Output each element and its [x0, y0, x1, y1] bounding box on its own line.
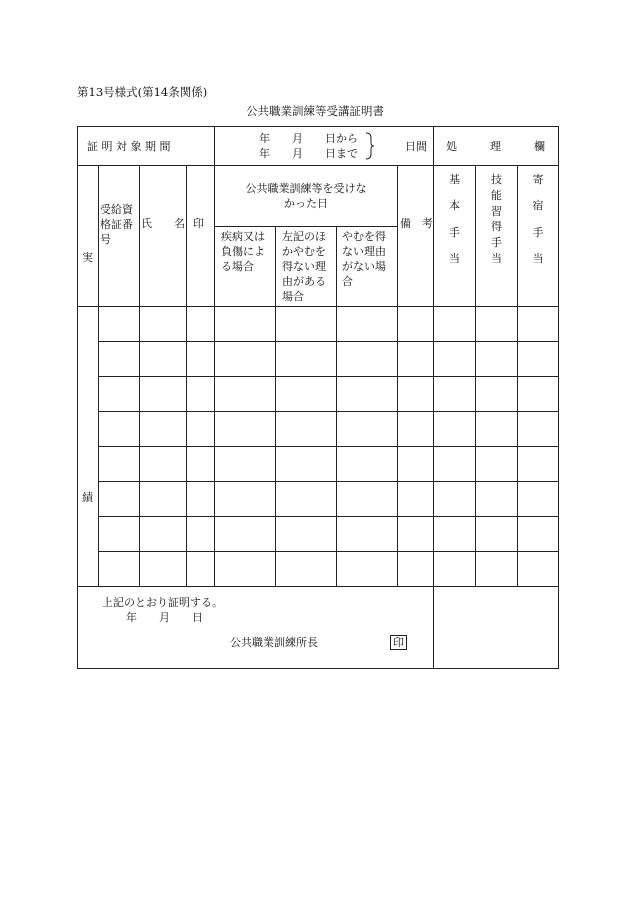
absent-group-header: 公共職業訓練等を受けなかった日 — [215, 166, 398, 227]
certify-text: 上記のとおり証明する。 — [102, 596, 223, 609]
table-row — [78, 377, 559, 412]
basic-allowance-char: 本 — [449, 199, 461, 213]
lodging-allowance-header — [518, 166, 559, 307]
lodging-allowance-char: 宿 — [532, 199, 544, 213]
seal-header: 印 — [187, 166, 215, 307]
skill-allowance-char: 技 — [491, 173, 503, 186]
actual-column — [78, 166, 99, 307]
table-cell[interactable] — [276, 552, 337, 587]
period-from: 年 月 日から — [259, 132, 358, 145]
table-cell[interactable] — [337, 412, 398, 447]
table-cell[interactable] — [476, 447, 518, 482]
table-cell[interactable] — [99, 552, 140, 587]
table-cell[interactable] — [215, 552, 276, 587]
table-cell[interactable] — [187, 342, 215, 377]
issuer-line — [102, 635, 433, 650]
lodging-allowance-char: 当 — [532, 251, 544, 265]
table-cell[interactable] — [99, 482, 140, 517]
form-number: 第13号様式(第14条関係) — [77, 85, 208, 99]
table-cell[interactable] — [476, 482, 518, 517]
table-cell[interactable] — [276, 307, 337, 342]
table-cell[interactable] — [337, 517, 398, 552]
table-cell[interactable] — [99, 307, 140, 342]
table-cell[interactable] — [434, 552, 476, 587]
table-cell[interactable] — [518, 552, 559, 587]
brace-icon — [365, 132, 375, 160]
table-cell[interactable] — [187, 552, 215, 587]
table-cell[interactable] — [434, 517, 476, 552]
certify-date: 年 月 日 — [126, 611, 203, 624]
table-cell[interactable] — [99, 517, 140, 552]
table-cell[interactable] — [434, 412, 476, 447]
table-cell[interactable] — [276, 447, 337, 482]
issuer-name: 公共職業訓練所長 — [230, 636, 318, 649]
table-cell[interactable] — [337, 447, 398, 482]
certification-block — [78, 587, 434, 669]
table-cell[interactable] — [140, 447, 187, 482]
table-cell[interactable] — [337, 307, 398, 342]
table-cell[interactable] — [140, 412, 187, 447]
table-cell[interactable] — [215, 342, 276, 377]
table-cell[interactable] — [476, 412, 518, 447]
table-cell[interactable] — [337, 377, 398, 412]
skill-allowance-char: 習 — [491, 204, 503, 218]
table-row — [78, 342, 559, 377]
table-cell[interactable] — [99, 412, 140, 447]
lodging-allowance-char: 手 — [532, 225, 544, 239]
table-cell[interactable] — [276, 517, 337, 552]
table-row — [78, 307, 559, 342]
table-cell[interactable] — [398, 517, 434, 552]
table-cell[interactable] — [140, 482, 187, 517]
name-header: 氏 名 — [140, 166, 187, 307]
table-cell[interactable] — [140, 517, 187, 552]
table-cell[interactable] — [276, 412, 337, 447]
table-cell[interactable] — [140, 377, 187, 412]
table-cell[interactable] — [215, 447, 276, 482]
skill-allowance-header — [476, 166, 518, 307]
basic-allowance-char: 当 — [449, 251, 461, 265]
table-cell[interactable] — [518, 377, 559, 412]
table-cell[interactable] — [476, 342, 518, 377]
table-cell[interactable] — [337, 552, 398, 587]
table-cell[interactable] — [187, 412, 215, 447]
table-cell[interactable] — [398, 377, 434, 412]
table-cell[interactable] — [518, 342, 559, 377]
table-row — [78, 552, 559, 587]
processing-label: 処 理 欄 — [434, 127, 559, 166]
table-cell[interactable] — [476, 307, 518, 342]
table-cell[interactable] — [187, 377, 215, 412]
absent-no-reason-header: やむを得ない理由がない場合 — [337, 227, 398, 307]
table-cell[interactable] — [518, 412, 559, 447]
table-cell[interactable] — [337, 342, 398, 377]
lodging-allowance-char: 寄 — [532, 173, 544, 186]
table-cell[interactable] — [215, 377, 276, 412]
table-cell[interactable] — [398, 307, 434, 342]
table-cell[interactable] — [276, 377, 337, 412]
skill-allowance-char: 能 — [491, 188, 503, 202]
seal-stamp: 印 — [390, 635, 407, 650]
skill-allowance-char: 当 — [491, 251, 503, 265]
basic-allowance-char: 基 — [449, 173, 461, 186]
table-cell[interactable] — [434, 307, 476, 342]
table-cell[interactable] — [398, 482, 434, 517]
table-cell[interactable] — [398, 412, 434, 447]
basic-allowance-char: 手 — [449, 225, 461, 239]
table-cell[interactable] — [518, 447, 559, 482]
document-title: 公共職業訓練等受講証明書 — [246, 104, 384, 118]
table-cell[interactable] — [215, 412, 276, 447]
table-cell[interactable] — [434, 342, 476, 377]
table-cell[interactable] — [187, 307, 215, 342]
actual-label-bottom: 績 — [82, 491, 93, 504]
table-cell[interactable] — [476, 552, 518, 587]
table-row — [78, 412, 559, 447]
skill-allowance-char: 得 — [491, 220, 503, 234]
table-cell[interactable] — [187, 447, 215, 482]
period-label: 証 明 対 象 期 間 — [78, 127, 215, 166]
certificate-form-table — [77, 126, 559, 669]
table-row — [78, 447, 559, 482]
table-cell[interactable] — [518, 482, 559, 517]
table-cell[interactable] — [476, 377, 518, 412]
period-to: 年 月 日まで — [259, 147, 358, 160]
table-cell[interactable] — [398, 552, 434, 587]
table-row — [78, 517, 559, 552]
table-row — [78, 482, 559, 517]
table-cell[interactable] — [398, 342, 434, 377]
table-cell[interactable] — [140, 552, 187, 587]
skill-allowance-char: 手 — [491, 236, 503, 250]
actual-label-top: 実 — [82, 251, 93, 264]
processing-footer-blank — [434, 587, 559, 669]
table-cell[interactable] — [215, 307, 276, 342]
table-cell[interactable] — [187, 517, 215, 552]
table-cell[interactable] — [187, 482, 215, 517]
table-cell[interactable] — [276, 342, 337, 377]
absent-other-header: 左記のほかやむを得ない理由がある場合 — [276, 227, 337, 307]
table-cell[interactable] — [434, 377, 476, 412]
table-cell[interactable] — [518, 517, 559, 552]
table-cell[interactable] — [215, 482, 276, 517]
basic-allowance-header — [434, 166, 476, 307]
table-cell[interactable] — [518, 307, 559, 342]
table-cell[interactable] — [215, 517, 276, 552]
table-cell[interactable] — [476, 517, 518, 552]
table-cell[interactable] — [434, 447, 476, 482]
table-cell[interactable] — [99, 377, 140, 412]
table-cell[interactable] — [434, 482, 476, 517]
period-dates — [215, 127, 434, 166]
table-cell[interactable] — [140, 307, 187, 342]
absent-illness-header: 疾病又は負傷による場合 — [215, 227, 276, 307]
table-cell[interactable] — [398, 447, 434, 482]
cert-number-header: 受給資格証番号 — [99, 166, 140, 307]
days-label: 日間 — [405, 140, 428, 153]
table-cell[interactable] — [99, 447, 140, 482]
table-cell[interactable] — [99, 342, 140, 377]
remarks-header: 備 考 — [398, 166, 434, 307]
table-cell[interactable] — [140, 342, 187, 377]
table-cell[interactable] — [337, 482, 398, 517]
table-cell[interactable] — [276, 482, 337, 517]
actual-column-body — [78, 307, 99, 587]
